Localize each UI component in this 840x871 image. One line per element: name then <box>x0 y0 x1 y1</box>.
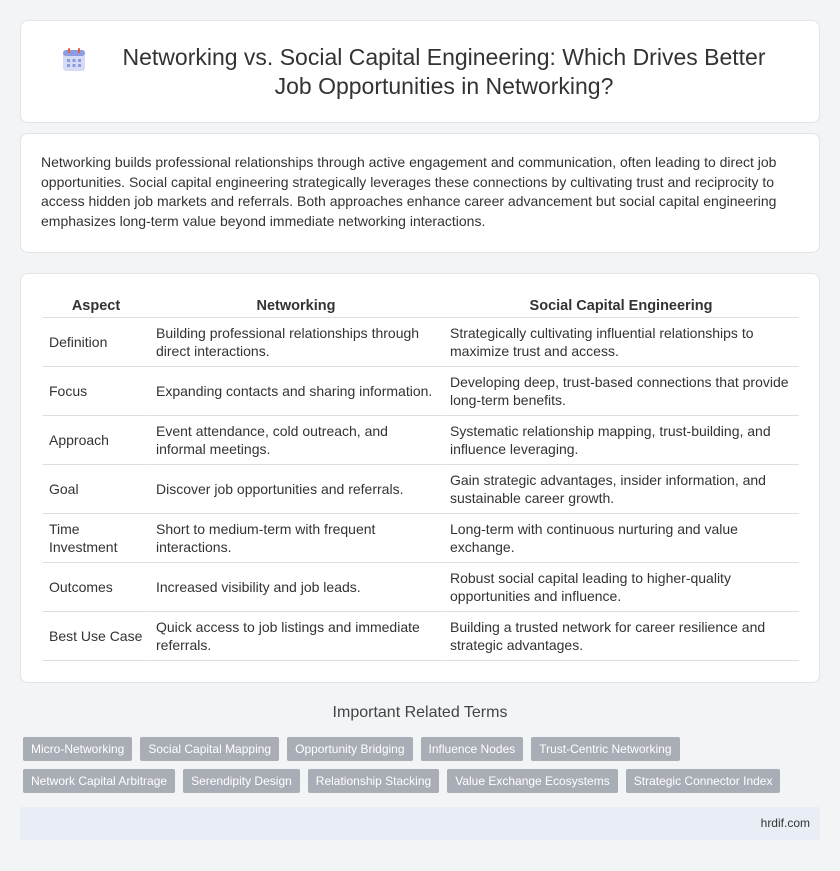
table-row <box>43 416 799 465</box>
table-cell: Best Use Case <box>43 612 149 661</box>
table-row <box>43 514 799 563</box>
table-row <box>43 318 799 367</box>
table-cell: Building professional relationships through direct interactions. <box>149 318 443 367</box>
table-cell: Outcomes <box>43 563 149 612</box>
table-row <box>43 367 799 416</box>
table-cell: Systematic relationship mapping, trust-building, and influence leveraging. <box>443 416 799 465</box>
table-row <box>43 465 799 514</box>
comparison-table <box>43 290 799 661</box>
comparison-card <box>20 273 820 683</box>
table-cell: Gain strategic advantages, insider information, and sustainable career growth. <box>443 465 799 514</box>
table-cell: Strategically cultivating influential relationships to maximize trust and access. <box>443 318 799 367</box>
related-term-tag[interactable]: Serendipity Design <box>183 769 300 793</box>
table-cell: Developing deep, trust-based connections that provide long-term benefits. <box>443 367 799 416</box>
table-cell: Building a trusted network for career resilience and strategic advantages. <box>443 612 799 661</box>
table-cell: Time Investment <box>43 514 149 563</box>
table-cell: Quick access to job listings and immediate referrals. <box>149 612 443 661</box>
table-cell: Short to medium-term with frequent interactions. <box>149 514 443 563</box>
calendar-icon <box>61 47 87 73</box>
footer-source[interactable]: hrdif.com <box>760 816 810 830</box>
page-title: Networking vs. Social Capital Engineering: Which Drives Better Job Opportunities in Networking? <box>122 43 766 99</box>
intro-card <box>20 133 820 253</box>
table-cell: Goal <box>43 465 149 514</box>
table-cell: Focus <box>43 367 149 416</box>
table-header-row <box>43 290 799 318</box>
related-term-tag[interactable]: Social Capital Mapping <box>140 737 279 761</box>
related-terms-list <box>23 737 813 801</box>
intro-paragraph: Networking builds professional relationships through active engagement and communication, often leading to direct job opportunities. Social capital engineering strategically leverages these connections by cultivating trust and reciprocity to access hidden job markets and referrals. Both approaches enhance career advancement but social capital engineering emphasizes long-term value beyond immediate networking interactions. <box>41 154 777 229</box>
footer-bar <box>20 807 820 840</box>
related-terms-heading: Important Related Terms <box>332 704 508 721</box>
table-cell: Definition <box>43 318 149 367</box>
table-row <box>43 563 799 612</box>
table-cell: Robust social capital leading to higher-quality opportunities and influence. <box>443 563 799 612</box>
table-cell: Long-term with continuous nurturing and value exchange. <box>443 514 799 563</box>
table-cell: Approach <box>43 416 149 465</box>
column-header: Networking <box>149 290 443 318</box>
column-header: Social Capital Engineering <box>443 290 799 318</box>
related-term-tag[interactable]: Opportunity Bridging <box>287 737 412 761</box>
related-term-tag[interactable]: Network Capital Arbitrage <box>23 769 175 793</box>
table-cell: Expanding contacts and sharing information. <box>149 367 443 416</box>
related-term-tag[interactable]: Value Exchange Ecosystems <box>447 769 618 793</box>
table-row <box>43 612 799 661</box>
title-card <box>20 20 820 123</box>
column-header: Aspect <box>43 290 149 318</box>
table-cell: Discover job opportunities and referrals. <box>149 465 443 514</box>
related-term-tag[interactable]: Strategic Connector Index <box>626 769 781 793</box>
related-term-tag[interactable]: Trust-Centric Networking <box>531 737 679 761</box>
related-term-tag[interactable]: Micro-Networking <box>23 737 132 761</box>
related-term-tag[interactable]: Influence Nodes <box>421 737 524 761</box>
table-cell: Event attendance, cold outreach, and informal meetings. <box>149 416 443 465</box>
table-cell: Increased visibility and job leads. <box>149 563 443 612</box>
related-term-tag[interactable]: Relationship Stacking <box>308 769 439 793</box>
